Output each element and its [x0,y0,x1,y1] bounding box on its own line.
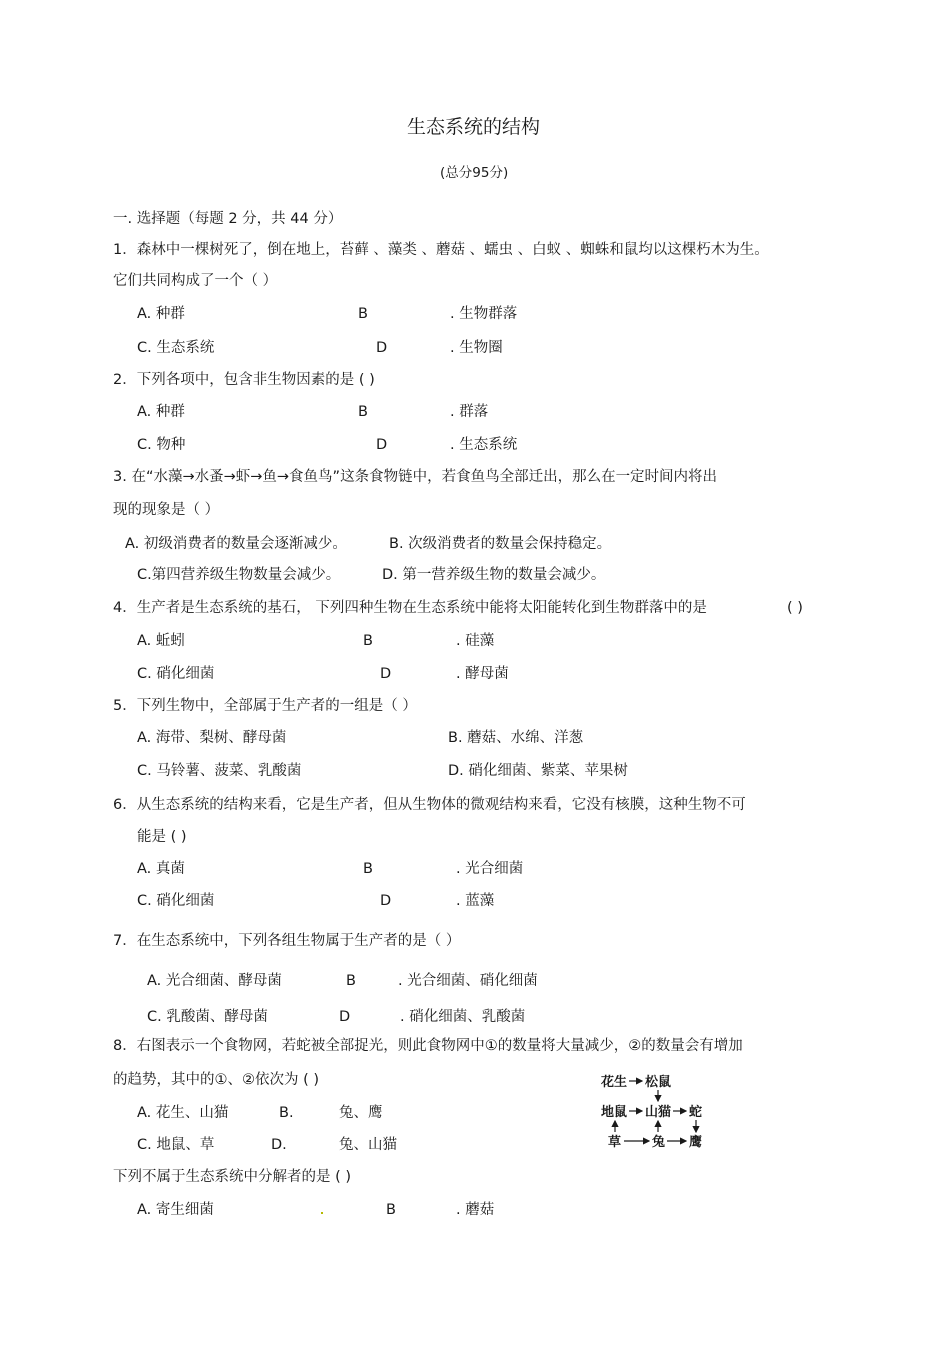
q8-stem-line2: 的趋势，其中的①、②依次为 ( ) [113,1072,320,1088]
stray-dot [321,1212,323,1214]
q6-option-c: C. 硝化细菌 [137,893,215,909]
q1-stem-line2: 它们共同构成了一个（ ） [113,273,278,289]
q1-stem-line1: 1．森林中一棵树死了，倒在地上，苔藓 、藻类 、蘑菇 、蠕虫 、白蚁 、蜘蛛和鼠均以这棵朽木为生。 [113,242,769,258]
q6-option-d-letter: D [380,893,392,909]
q8-stem-line1: 8．右图表示一个食物网，若蛇被全部捉光，则此食物网中①的数量将大量减少，②的数量会有增加 [113,1038,743,1054]
q9-option-b-text: . 蘑菇 [456,1202,495,1218]
node-gopher: 地鼠 [601,1105,628,1120]
q3-option-a: A. 初级消费者的数量会逐渐减少。 [125,536,347,552]
q4-option-b-letter: B [363,633,373,649]
q1-option-b-text: . 生物群落 [450,306,518,322]
q9-stem: 下列不属于生态系统中分解者的是 ( ) [113,1169,352,1185]
q4-answer-paren: ( ) [787,600,803,616]
q3-option-c: C.第四营养级生物数量会减少。 [137,567,341,583]
q3-option-d: D. 第一营养级生物的数量会减少。 [382,567,606,583]
node-squirrel: 松鼠 [645,1075,672,1090]
q6-option-a: A. 真菌 [137,861,185,877]
q6-option-b-letter: B [363,861,373,877]
q8-option-a: A. 花生、山猫 [137,1105,229,1121]
node-grass: 草 [608,1135,622,1150]
q2-option-b-letter: B [358,404,368,420]
q2-option-a: A. 种群 [137,404,185,420]
q4-option-d-letter: D [380,666,392,682]
node-snake: 蛇 [689,1105,703,1120]
section-heading: 一. 选择题（每题 2 分，共 44 分） [113,211,343,227]
q5-option-d: D. 硝化细菌、紫菜、苹果树 [448,763,628,779]
q1-option-b-letter: B [358,306,368,322]
q1-option-c: C. 生态系统 [137,340,215,356]
q1-option-d-text: . 生物圈 [450,340,503,356]
q7-option-a: A. 光合细菌、酵母菌 [147,973,282,989]
q8-option-d-text: 兔、山猫 [339,1137,397,1153]
q7-option-d-text: . 硝化细菌、乳酸菌 [400,1009,526,1025]
q6-option-b-text: . 光合细菌 [456,861,524,877]
q9-option-a: A. 寄生细菌 [137,1202,214,1218]
q5-stem: 5．下列生物中，全部属于生产者的一组是（ ） [113,698,417,714]
q4-option-a: A. 蚯蚓 [137,633,185,649]
q2-option-b-text: . 群落 [450,404,489,420]
q2-option-d-letter: D [376,437,388,453]
q7-option-b-text: . 光合细菌、硝化细菌 [398,973,538,989]
q8-option-c: C. 地鼠、草 [137,1137,215,1153]
q4-option-c: C. 硝化细菌 [137,666,215,682]
q3-stem-line1: 3. 在“水藻→水蚤→虾→鱼→食鱼鸟”这条食物链中，若食鱼鸟全部迁出，那么在一定时间内将出 [113,469,718,485]
q1-option-d-letter: D [376,340,388,356]
q3-stem-line2: 现的现象是（ ） [113,502,220,518]
q6-stem-line2: 能是 ( ) [137,829,187,845]
q8-option-d-letter: D. [271,1137,287,1153]
q5-option-b: B. 蘑菇、水绵、洋葱 [448,730,584,746]
q6-stem-line1: 6．从生态系统的结构来看，它是生产者，但从生物体的微观结构来看，它没有核膜，这种生物不可 [113,797,746,813]
q5-option-c: C. 马铃薯、菠菜、乳酸菌 [137,763,302,779]
q4-option-b-text: . 硅藻 [456,633,495,649]
node-hawk: 鹰 [689,1135,703,1150]
q2-option-d-text: . 生态系统 [450,437,518,453]
q2-option-c: C. 物种 [137,437,186,453]
node-rabbit: 兔 [652,1135,666,1150]
page-subtitle: (总分95分) [440,165,509,181]
q4-stem: 4．生产者是生态系统的基石， 下列四种生物在生态系统中能将太阳能转化到生物群落中的是 [113,600,707,616]
page-title: 生态系统的结构 [407,116,541,138]
q8-option-b-letter: B. [279,1105,294,1121]
q7-stem: 7．在生态系统中，下列各组生物属于生产者的是（ ） [113,933,461,949]
q8-option-b-text: 兔、鹰 [339,1105,383,1121]
q1-option-a: A. 种群 [137,306,185,322]
q3-option-b: B. 次级消费者的数量会保持稳定。 [389,536,612,552]
q4-option-d-text: . 酵母菌 [456,666,509,682]
q5-option-a: A. 海带、梨树、酵母菌 [137,730,287,746]
q9-option-b-letter: B [386,1202,396,1218]
q6-option-d-text: . 蓝藻 [456,893,495,909]
q7-option-b-letter: B [346,973,356,989]
q2-stem: 2．下列各项中，包含非生物因素的是 ( ) [113,372,375,388]
q7-option-c: C. 乳酸菌、酵母菌 [147,1009,268,1025]
food-web-diagram [600,1072,715,1152]
q7-option-d-letter: D [339,1009,351,1025]
node-lynx: 山猫 [645,1105,672,1120]
node-peanut: 花生 [601,1075,628,1090]
